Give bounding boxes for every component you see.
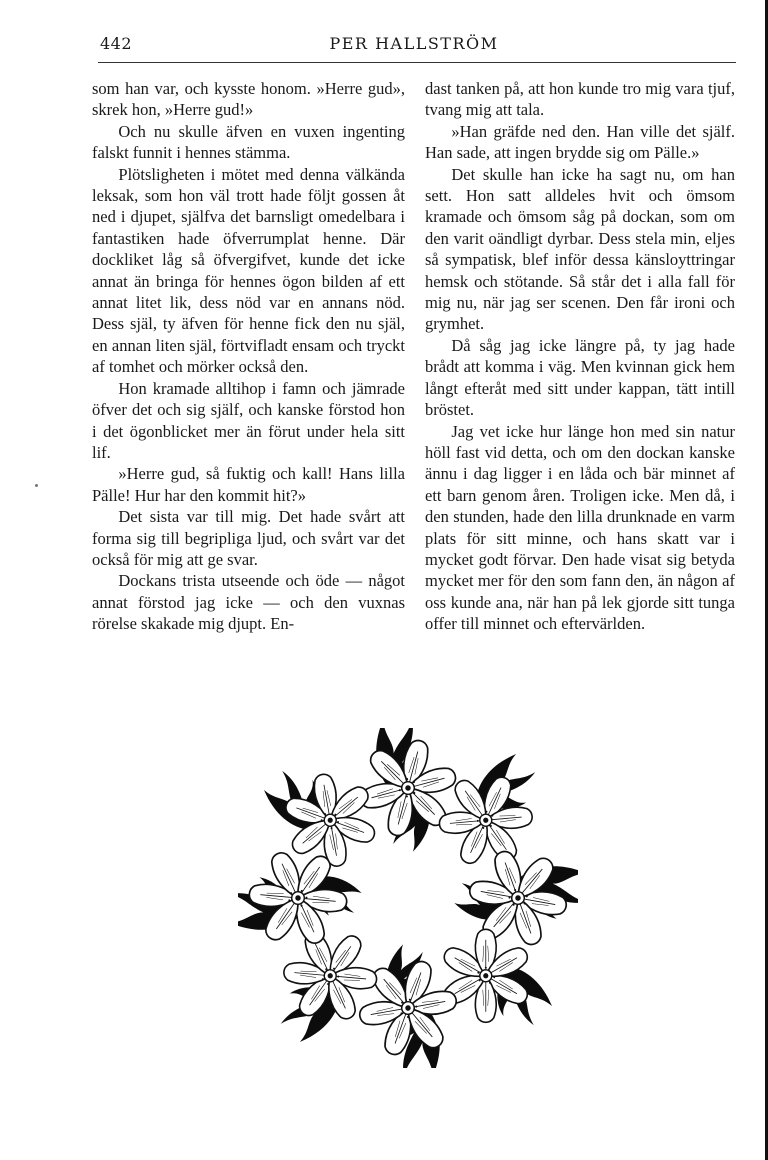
paragraph: Och nu skulle äfven en vuxen ingenting falskt funnit i hennes stämma. — [92, 121, 405, 163]
paragraph: Det skulle han icke ha sagt nu, om han sett. Hon satt alldeles hvit och ömsom kramade och ömsom såg på dockan, som om den varit oändligt dyrbar. Dess stela min, eljes så sympatisk, blef inför dessa känsloyttringar hemsk och stötande. Så står det i alla fall för mig nu, när jag ser scenen. Den får ironi och grymhet. — [425, 164, 735, 334]
page-number: 442 — [100, 34, 133, 53]
paragraph: Hon kramade alltihop i famn och jämrade öfver det och sig själf, och kanske förstod hon i det ögonblicket mer än förut under hela sitt lif. — [92, 378, 405, 462]
paragraph: »Herre gud, så fuktig och kall! Hans lilla Pälle! Hur har den kommit hit?» — [92, 464, 405, 505]
paragraph: dast tanken på, att hon kunde tro mig vara tjuf, tvang mig att tala. — [425, 79, 735, 120]
page-header — [92, 34, 736, 60]
running-head: PER HALLSTRÖM — [329, 34, 499, 53]
paragraph: Jag vet icke hur länge hon med sin natur höll fast vid detta, och om den dockan kanske ännu i dag ligger i en låda och bär minnet af ett barn genom åren. Troligen icke. Men då, i den stunden, hade den lilla drunknade en varm plats för sitt minne, och hans skatt var i mycket godt förvar. Den hade visat sig betyda mycket mer för den som fann den, än någon af oss kunde ana, när han på lek gjorde sitt tunga offer till minnet och eftervärlden. — [425, 421, 735, 634]
paragraph: som han var, och kysste honom. »Herre gud», skrek hon, »Herre gud!» — [92, 79, 405, 120]
header-rule — [98, 62, 736, 63]
paragraph: Då såg jag icke längre på, ty jag hade brådt att komma i väg. Men kvinnan gick hem långt efteråt med sitt under kappan, tätt intill bröstet. — [425, 335, 735, 420]
flower-wreath-icon — [238, 728, 578, 1068]
stray-mark — [35, 484, 38, 487]
paragraph: Plötsligheten i mötet med denna välkända leksak, som hon väl trott hade följt gossen åt ned i djupet, själfva det barnsligt omedelbara i fantastiken hade öfverrumplat henne. Där dockliket låg så öfvergifvet, kunde det icke annat än bringa för hennes ögon bilden af ett annat litet lik, dess nöd var en annans nöd. Dess själ, ty äfven för henne fick den nu själ, en annan liten själ, förtvifladt ensam och tryckt af tomhet och mörker också den. — [92, 164, 405, 377]
paragraph: Det sista var till mig. Det hade svårt att forma sig till begripliga ljud, och svårt var det också för mig att ge svar. — [92, 507, 405, 569]
text-column-right — [425, 78, 735, 635]
paragraph: »Han gräfde ned den. Han ville det själf. Han sade, att ingen brydde sig om Pälle.» — [425, 121, 735, 163]
paragraph: Dockans trista utseende och öde — något annat förstod jag icke — och den vuxnas rörelse skakade mig djupt. En- — [92, 571, 405, 634]
text-column-left — [92, 78, 405, 635]
